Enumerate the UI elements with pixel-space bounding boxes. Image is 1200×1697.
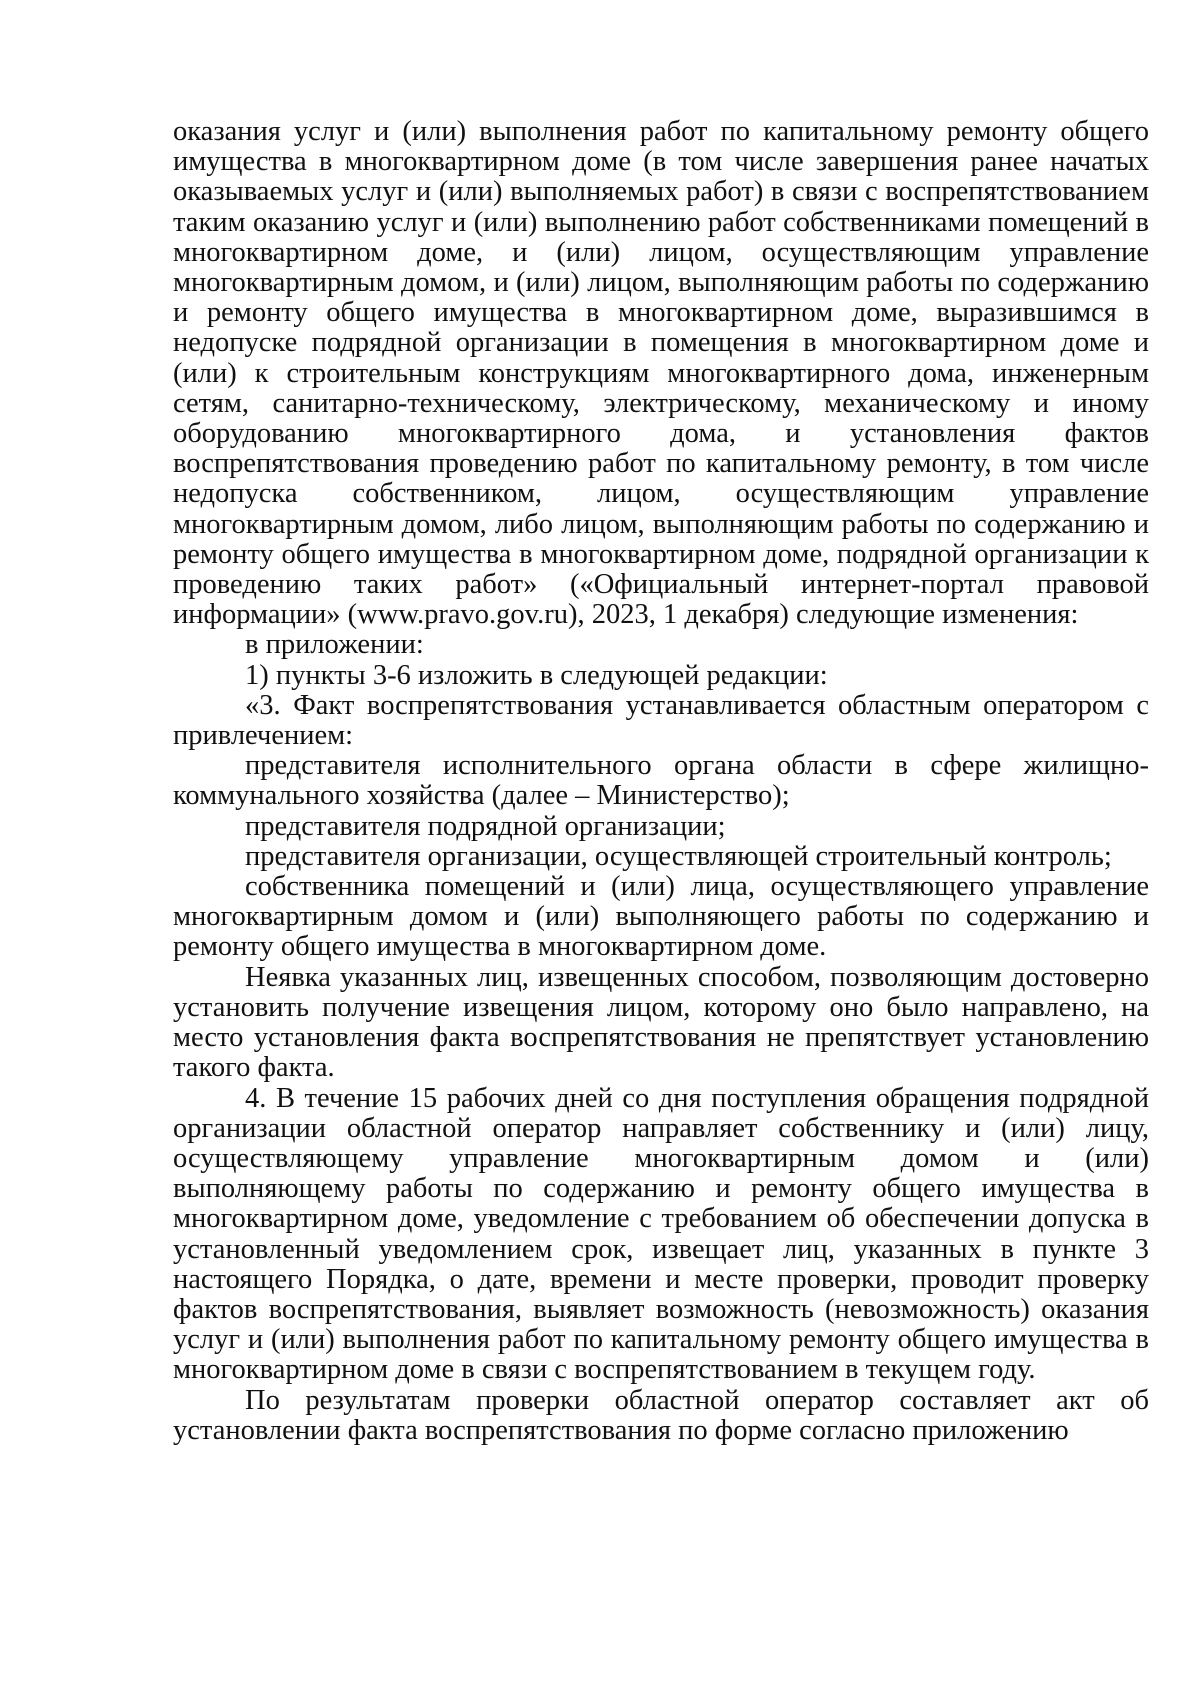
paragraph-results: По результатам проверки областной оператор составляет акт об установлении факта воспрепятствования по форме согласно приложению	[173, 1384, 1149, 1446]
paragraph-contractor-rep: представителя подрядной организации;	[245, 810, 726, 842]
paragraph-clause-3: «3. Факт воспрепятствования устанавливается областным оператором с привлечением:	[173, 689, 1149, 752]
paragraph-appendix-intro: в приложении:	[245, 629, 424, 661]
paragraph-control-rep: представителя организации, осуществляющей строительный контроль;	[245, 840, 1112, 872]
paragraph-continuation: оказания услуг и (или) выполнения работ по капитальному ремонту общего имущества в многоквартирном доме (в том числе завершения ранее начатых оказываемых услуг и (или) выполняемых работ) в связи с воспрепятствованием таким оказанию услуг и (или) выполнению работ собственниками помещений в многоквартирном доме, и (или) лицом, осуществляющим управление многоквартирным домом, и (или) лицом, выполняющим работы по содержанию и ремонту общего имущества в многоквартирном доме, выразившимся в недопуске подрядной организации в помещения в многоквартирном доме и (или) к строительным конструкциям многоквартирного дома, инженерным сетям, санитарно-техническому, электрическому, механическому и иному оборудованию многоквартирного дома, и установления фактов воспрепятствования проведению работ по капитальному ремонту, в том числе недопуска собственником, лицом, осуществляющим управление многоквартирным домом, либо лицом, выполняющим работы по содержанию и ремонту общего имущества в многоквартирном доме, подрядной организации к проведению таких работ» («Официальный интернет-портал правовой информации» (www.pravo.gov.ru), 2023, 1 декабря) следующие изменения:	[173, 116, 1149, 631]
paragraph-non-appearance: Неявка указанных лиц, извещенных способом, позволяющим достоверно установить получение извещения лицом, которому оно было направлено, на место установления факта воспрепятствования не препятствует установлению такого факта.	[173, 961, 1149, 1084]
paragraph-item-1: 1) пункты 3-6 изложить в следующей редакции:	[245, 659, 828, 691]
document-page	[173, 117, 1149, 1446]
paragraph-owner: собственника помещений и (или) лица, осуществляющего управление многоквартирным домом и (или) выполняющего работы по содержанию и ремонту общего имущества в многоквартирном доме.	[173, 871, 1149, 963]
paragraph-clause-4: 4. В течение 15 рабочих дней со дня поступления обращения подрядной организации областной оператор направляет собственнику и (или) лицу, осуществляющему управление многоквартирным домом и (или) выполняющему работы по содержанию и ремонту общего имущества в многоквартирном доме, уведомление с требованием об обеспечении допуска в установленный уведомлением срок, извещает лиц, указанных в пункте 3 настоящего Порядка, о дате, времени и месте проверки, проводит проверку фактов воспрепятствования, выявляет возможность (невозможность) оказания услуг и (или) выполнения работ по капитальному ремонту общего имущества в многоквартирном доме в связи с воспрепятствованием в текущем году.	[173, 1082, 1149, 1386]
paragraph-ministry-rep: представителя исполнительного органа области в сфере жилищно-коммунального хозяйства (далее – Министерство);	[173, 750, 1149, 812]
